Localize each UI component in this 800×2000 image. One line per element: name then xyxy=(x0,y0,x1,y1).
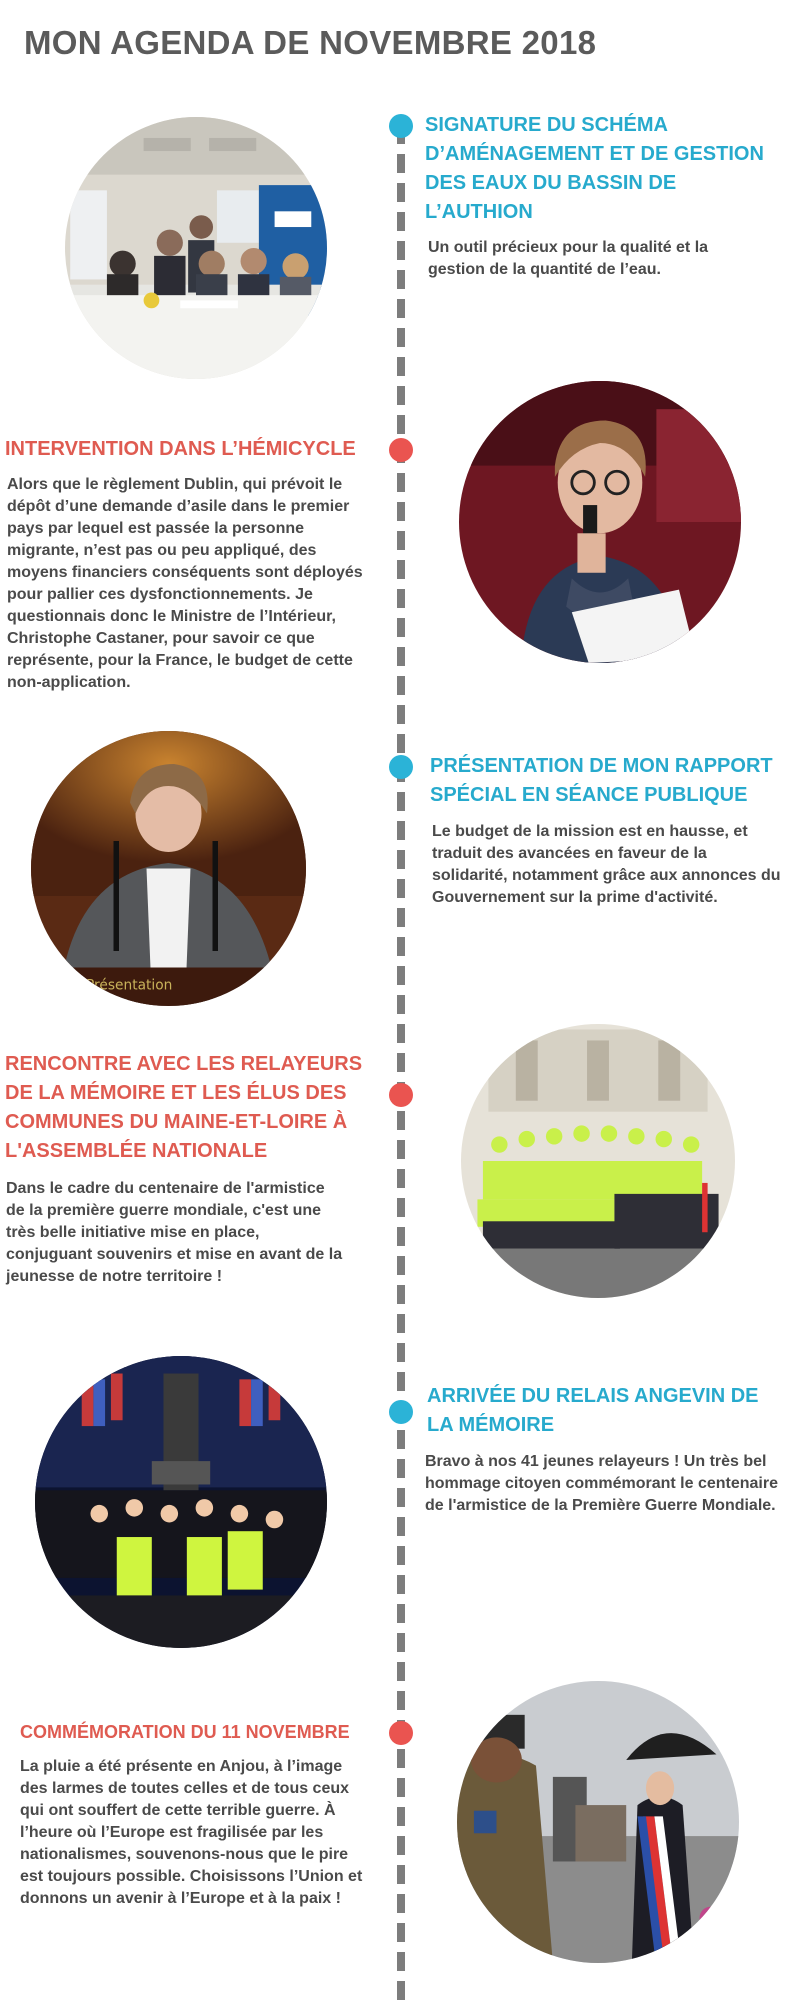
meeting-signing-photo xyxy=(65,117,327,379)
timeline-dot xyxy=(389,755,413,779)
tribune-speech-photo xyxy=(31,731,306,1006)
entry-heading: INTERVENTION DANS L’HÉMICYCLE xyxy=(5,438,356,460)
entry-text: Un outil précieux pour la qualité et la gestion de la quantité de l’eau. xyxy=(428,239,709,278)
timeline-line xyxy=(397,125,405,2000)
entry-heading: COMMÉMORATION DU 11 NOVEMBRE xyxy=(20,1722,350,1742)
entry-text: Bravo à nos 41 jeunes relayeurs ! Un très bel hommage citoyen commémorant le centenaire de l'armistice de la Première Guerre Mondiale. xyxy=(425,1453,778,1514)
entry-text: Alors que le règlement Dublin, qui prévoit le dépôt d’une demande d’asile dans le premier pays par lequel est passée la personne migrante, n’est pas ou peu appliqué, des moyens financiers conséquents sont déployés pour pallier ces dysfonctionnements. Je questionnais donc le Ministre de l’Intérieur, Christophe Castaner, pour savoir ce que représente, pour la France, le budget de cette non-application. xyxy=(7,476,363,691)
entry-text: La pluie a été présente en Anjou, à l’image des larmes de toutes celles et de tous ceux qui ont souffert de cette terrible guerre. À l’heure où l’Europe est fragilisée par les nationalismes, souvenons-nous que le pire est toujours possible. Choisissons l’Union et donnons un avenir à l’Europe et à la paix ! xyxy=(20,1758,363,1907)
entry-heading: PRÉSENTATION DE MON RAPPORT SPÉCIAL EN SÉANCE PUBLIQUE xyxy=(430,755,773,806)
timeline-dot xyxy=(389,1083,413,1107)
entry-text: Dans le cadre du centenaire de l'armistice de la première guerre mondiale, c'est une très belle initiative mise en place, conjuguant souvenirs et mise en avant de la jeunesse de notre territoire ! xyxy=(6,1180,343,1285)
timeline-dot xyxy=(389,438,413,462)
entry-heading: SIGNATURE DU SCHÉMA D’AMÉNAGEMENT ET DE GESTION DES EAUX DU BASSIN DE L’AUTHION xyxy=(425,114,764,223)
group-photo xyxy=(461,1024,735,1298)
photo-overlay-text: Présentation xyxy=(86,977,173,994)
timeline-dot xyxy=(389,1721,413,1745)
timeline-dot xyxy=(389,114,413,138)
speaker-microphone-photo xyxy=(459,381,741,663)
timeline-dot xyxy=(389,1400,413,1424)
memorial-rain-photo xyxy=(457,1681,739,1963)
entry-heading: RENCONTRE AVEC LES RELAYEURS DE LA MÉMOIRE ET LES ÉLUS DES COMMUNES DU MAINE-ET-LOIRE À L'ASSEMBLÉE NATIONALE xyxy=(5,1053,363,1162)
night-ceremony-photo xyxy=(35,1356,327,1648)
entry-heading: ARRIVÉE DU RELAIS ANGEVIN DE LA MÉMOIRE xyxy=(427,1385,759,1436)
page-title: MON AGENDA DE NOVEMBRE 2018 xyxy=(24,24,597,61)
entry-text: Le budget de la mission est en hausse, et traduit des avancées en faveur de la solidarité, notamment grâce aux annonces du Gouvernement sur la prime d'activité. xyxy=(432,823,781,906)
